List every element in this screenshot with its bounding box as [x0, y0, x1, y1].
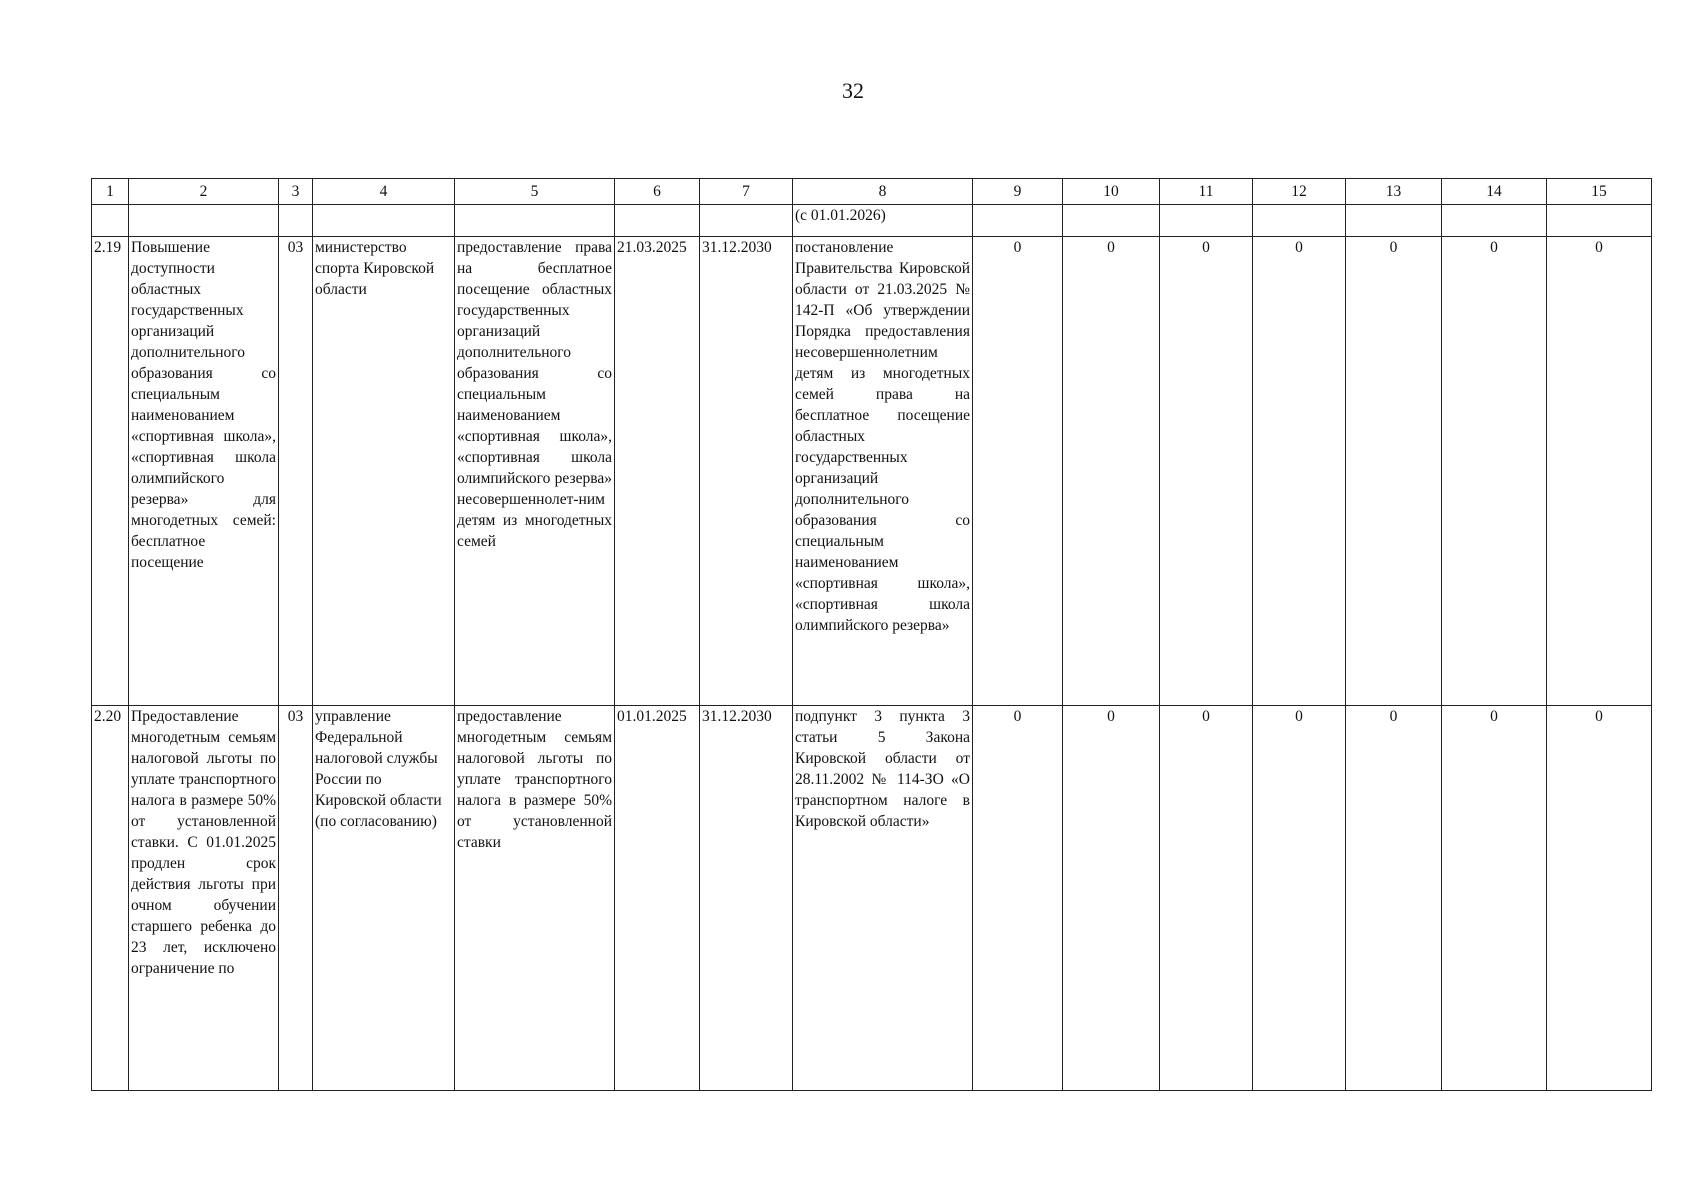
value-col-14: 0 — [1442, 706, 1547, 1091]
cell — [700, 205, 793, 237]
cell — [973, 205, 1063, 237]
measure-code: 03 — [279, 237, 313, 706]
column-number-15: 15 — [1547, 179, 1652, 205]
column-number-6: 6 — [615, 179, 700, 205]
column-number-5: 5 — [455, 179, 615, 205]
column-number-3: 3 — [279, 179, 313, 205]
cell — [129, 205, 279, 237]
executor: управление Федеральной налоговой службы России по Кировской области (по согласованию) — [313, 706, 455, 1091]
column-number-10: 10 — [1063, 179, 1160, 205]
cell — [1442, 205, 1547, 237]
measure-description: предоставление права на бесплатное посещение областных государственных организаций дополнительного образования со специальным наименованием «спортивная школа», «спортивная школа олимпийского резерва» несовершеннолет-ним детям из многодетных семей — [455, 237, 615, 706]
continuation-row — [92, 205, 1652, 237]
end-date: 31.12.2030 — [700, 237, 793, 706]
column-number-9: 9 — [973, 179, 1063, 205]
column-number-4: 4 — [313, 179, 455, 205]
page-number: 32 — [842, 78, 864, 103]
column-number-13: 13 — [1346, 179, 1442, 205]
executor: министерство спорта Кировской области — [313, 237, 455, 706]
cell — [279, 205, 313, 237]
start-date: 01.01.2025 — [615, 706, 700, 1091]
cell — [1160, 205, 1253, 237]
value-col-12: 0 — [1253, 706, 1346, 1091]
value-col-13: 0 — [1346, 706, 1442, 1091]
cell — [455, 205, 615, 237]
legal-basis: подпункт 3 пункта 3 статьи 5 Закона Кировской области от 28.11.2002 № 114-ЗО «О транспортном налоге в Кировской области» — [793, 706, 973, 1091]
column-number-2: 2 — [129, 179, 279, 205]
value-col-10: 0 — [1063, 237, 1160, 706]
measures-table — [91, 178, 1652, 1091]
table-row — [92, 237, 1652, 706]
measure-code: 03 — [279, 706, 313, 1091]
measure-name: Повышение доступности областных государственных организаций дополнительного образования со специальным наименованием «спортивная школа», «спортивная школа олимпийского резерва» для многодетных семей: бесплатное посещение — [129, 237, 279, 706]
continuation-basis-cell: (с 01.01.2026) — [793, 205, 973, 237]
cell — [313, 205, 455, 237]
column-number-7: 7 — [700, 179, 793, 205]
value-col-9: 0 — [973, 237, 1063, 706]
value-col-12: 0 — [1253, 237, 1346, 706]
row-number: 2.19 — [92, 237, 129, 706]
value-col-15: 0 — [1547, 237, 1652, 706]
column-number-row — [92, 179, 1652, 205]
measure-description: предоставление многодетным семьям налоговой льготы по уплате транспортного налога в размере 50% от установленной ставки — [455, 706, 615, 1091]
cell — [1063, 205, 1160, 237]
cell — [615, 205, 700, 237]
value-col-9: 0 — [973, 706, 1063, 1091]
column-number-12: 12 — [1253, 179, 1346, 205]
cell — [1547, 205, 1652, 237]
measure-name: Предоставление многодетным семьям налоговой льготы по уплате транспортного налога в размере 50% от установленной ставки. С 01.01.2025 продлен срок действия льготы при очном обучении старшего ребенка до 23 лет, исключено ограничение по — [129, 706, 279, 1091]
value-col-14: 0 — [1442, 237, 1547, 706]
cell — [92, 205, 129, 237]
value-col-13: 0 — [1346, 237, 1442, 706]
value-col-11: 0 — [1160, 706, 1253, 1091]
start-date: 21.03.2025 — [615, 237, 700, 706]
column-number-11: 11 — [1160, 179, 1253, 205]
column-number-1: 1 — [92, 179, 129, 205]
row-number: 2.20 — [92, 706, 129, 1091]
end-date: 31.12.2030 — [700, 706, 793, 1091]
legal-basis: постановление Правительства Кировской области от 21.03.2025 № 142-П «Об утверждении Порядка предоставления несовершеннолетним детям из многодетных семей права на бесплатное посещение областных государственных организаций дополнительного образования со специальным наименованием «спортивная школа», «спортивная школа олимпийского резерва» — [793, 237, 973, 706]
column-number-8: 8 — [793, 179, 973, 205]
value-col-15: 0 — [1547, 706, 1652, 1091]
value-col-11: 0 — [1160, 237, 1253, 706]
table-row — [92, 706, 1652, 1091]
cell — [1253, 205, 1346, 237]
value-col-10: 0 — [1063, 706, 1160, 1091]
column-number-14: 14 — [1442, 179, 1547, 205]
cell — [1346, 205, 1442, 237]
